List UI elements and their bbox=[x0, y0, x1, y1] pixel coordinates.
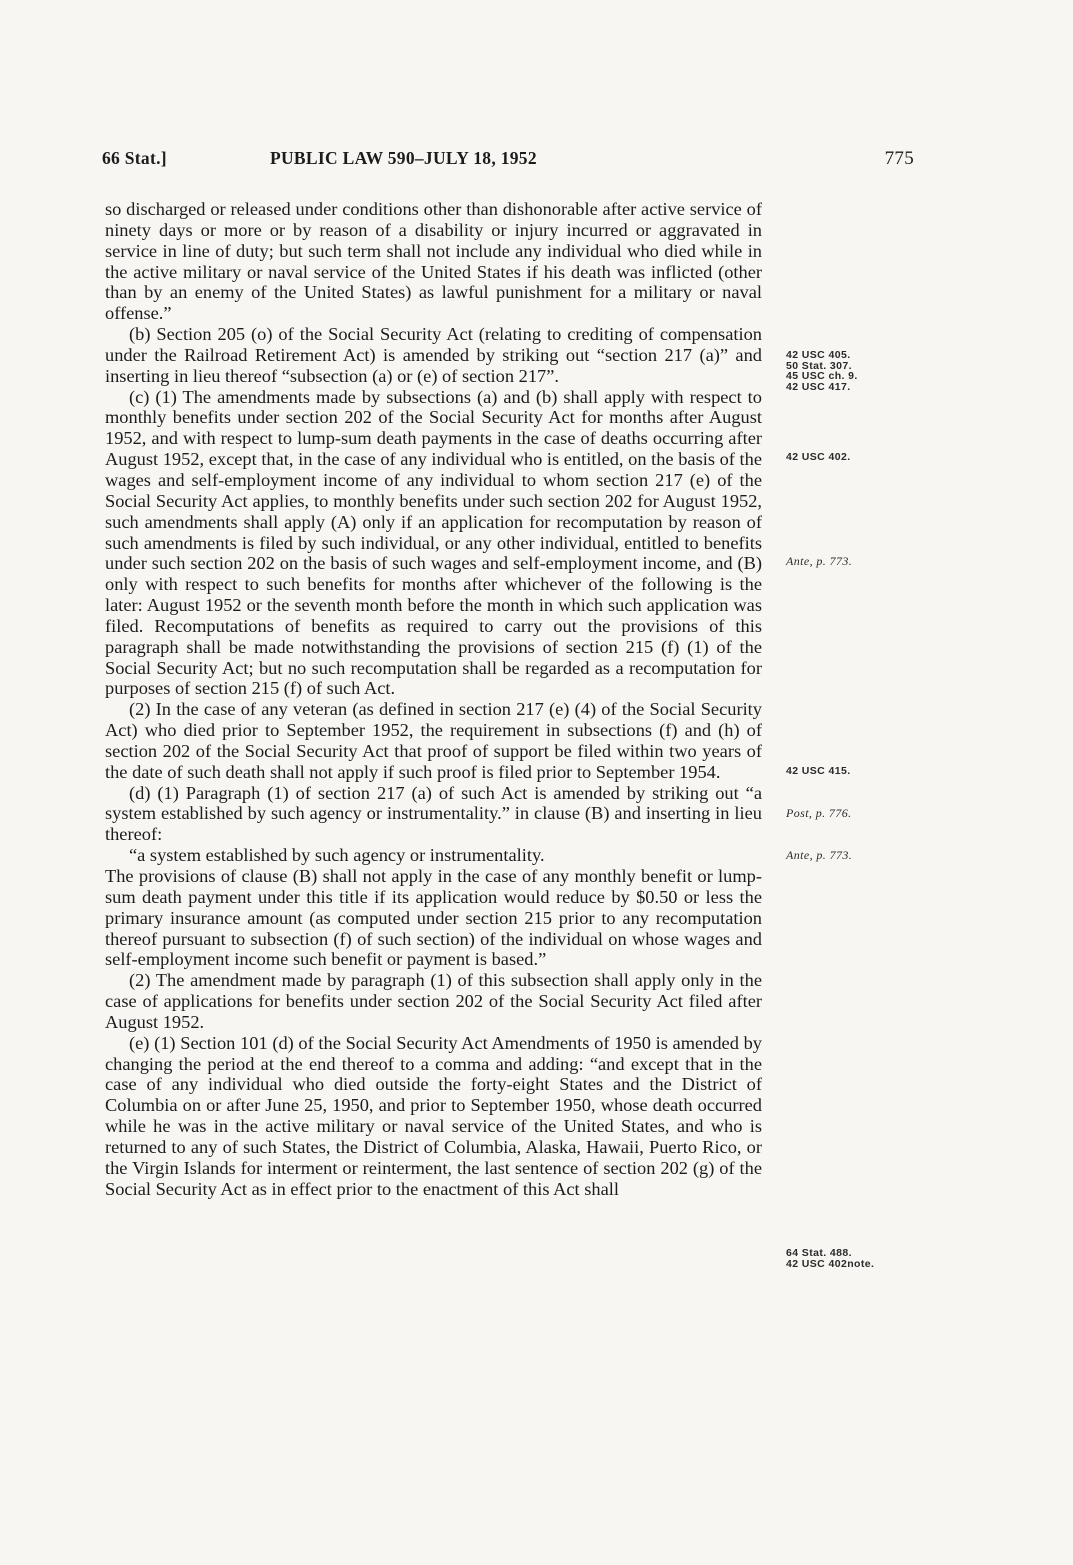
paragraph-subsection-b: (b) Section 205 (o) of the Social Security Act (relating to crediting of compensation under the Railroad Retirement Act) is amended by striking out “section 217 (a)” and inserting in lieu thereof “subsection (a) or (e) of section 217”. bbox=[105, 324, 762, 386]
margin-citation: 42 USC 405. bbox=[786, 349, 851, 361]
paragraph-continuation: so discharged or released under conditions other than dishonorable after active service of ninety days or more or by reason of a disability or injury incurred or aggravated in service in line of duty; but such term shall not include any individual who died while in the active military or naval service of the United States if his death was inflicted (other than by an enemy of the United States) as lawful punishment for a military or naval offense.” bbox=[105, 199, 762, 324]
paragraph-quoted-text: “a system established by such agency or instrumentality. bbox=[129, 845, 545, 866]
margin-citation: Ante, p. 773. bbox=[786, 848, 853, 862]
margin-citation: 45 USC ch. 9. bbox=[786, 370, 858, 382]
page-number: 775 bbox=[884, 148, 914, 169]
paragraph-subsection-d1: (d) (1) Paragraph (1) of section 217 (a) of such Act is amended by striking out “a system established by such agency or instrumentality.” in clause (B) and inserting in lieu thereof: bbox=[105, 782, 762, 845]
margin-note-citation-415 bbox=[786, 766, 936, 777]
paragraph-subsection-c1: (c) (1) The amendments made by subsections (a) and (b) shall apply with respect to monthly benefits under section 202 of the Social Security Act for months after August 1952, and with respect to lump-sum death payments in the case of deaths occurring after August 1952, except that, in the case of any individual who is entitled, on the basis of the wages and self-employment income of any individual to whom section 217 (e) of the Social Security Act applies, to monthly benefits under such section 202 for August 1952, such amendments shall apply (A) only if an application for recomputation by reason of such amendments is filed by such individual, or any other individual, entitled to benefits under such section 202 on the basis of such wages and self-employment income, and (B) only with respect to such benefits for months after whichever of the following is the later: August 1952 or the seventh month before the month in which such application was filed. Recomputations of benefits as required to carry out the provisions of this paragraph shall be made notwithstanding the provisions of section 215 (f) (1) of the Social Security Act; but no such recomputation shall be regarded as a recomputation for purposes of section 215 (f) of such Act. bbox=[105, 386, 762, 699]
margin-note-post-776 bbox=[786, 808, 936, 819]
statute-volume: 66 Stat.] bbox=[102, 148, 167, 168]
paragraph-subsection-d2: (2) The amendment made by paragraph (1) of this subsection shall apply only in the case of applications for benefits under section 202 of the Social Security Act filed after August 1952. bbox=[105, 970, 762, 1032]
margin-citation: 50 Stat. 307. bbox=[786, 359, 852, 372]
paragraph-provisions: The provisions of clause (B) shall not apply in the case of any monthly benefit or lump-sum death payment under this title if its application would reduce by $0.50 or less the primary insurance amount (as computed under section 215 prior to any recomputation thereof pursuant to subsection (f) of such section) of the individual on whose wages and self-employment income such benefit or payment is based.” bbox=[105, 866, 762, 970]
paragraph-subsection-c2: (2) In the case of any veteran (as defined in section 217 (e) (4) of the Social Security Act) who died prior to September 1952, the requirement in subsections (f) and (h) of section 202 of the Social Security Act that proof of support be filed within two years of the date of such death shall not apply if such proof is filed prior to September 1954. bbox=[105, 699, 762, 782]
margin-citation: 42 USC 402. bbox=[786, 451, 851, 463]
margin-citation: Post, p. 776. bbox=[786, 806, 852, 820]
margin-citation: 42 USC 415. bbox=[786, 765, 851, 777]
paragraph-subsection-e1: (e) (1) Section 101 (d) of the Social Security Act Amendments of 1950 is amended by changing the period at the end thereof to a comma and adding: “and except that in the case of any individual who died outside the forty-eight States and the District of Columbia on or after June 25, 1950, and prior to September 1950, whose death occurred while he was in the active military or naval service of the United States, and who is returned to any of such States, the District of Columbia, Alaska, Hawaii, Puerto Rico, or the Virgin Islands for interment or reinterment, the last sentence of section 202 (g) of the Social Security Act as in effect prior to the enactment of this Act shall bbox=[105, 1032, 762, 1199]
margin-citation: 42 USC 417. bbox=[786, 380, 851, 393]
margin-note-ante-773 bbox=[786, 556, 936, 567]
running-title: PUBLIC LAW 590–JULY 18, 1952 bbox=[270, 148, 537, 168]
page-header bbox=[102, 148, 914, 176]
margin-note-ante-773-second bbox=[786, 850, 936, 861]
margin-citation: 64 Stat. 488. bbox=[786, 1247, 852, 1259]
margin-note-citations-e bbox=[786, 1248, 936, 1269]
margin-note-citation-c1 bbox=[786, 452, 936, 463]
margin-citation: 42 USC 402note. bbox=[786, 1257, 875, 1270]
margin-note-citations-b bbox=[786, 350, 936, 392]
body-text bbox=[105, 199, 762, 1200]
margin-citation: Ante, p. 773. bbox=[786, 554, 853, 568]
